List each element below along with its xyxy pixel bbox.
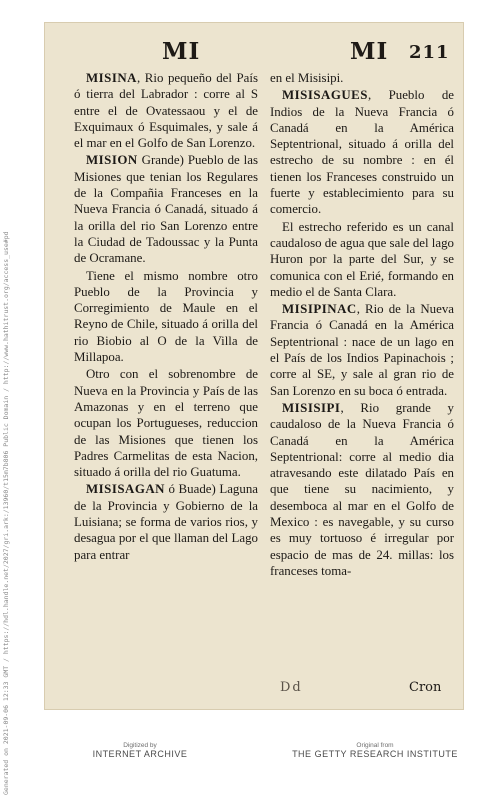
entry-text: ó Buade) Laguna de la Provincia y Gobierno de la Luisiana; se forma de varios rios, y desagua por el que llaman del Lago para entrar [74,482,258,562]
entry-misipinac [270,301,454,399]
header-right-guideword: MI [350,38,389,65]
digitizer-name: INTERNET ARCHIVE [92,749,188,759]
entry-headword: MISISAGAN [86,482,165,497]
right-column [270,70,454,580]
catchword: Cron [409,680,442,695]
digitizer-caption: Digitized by [123,742,157,749]
entry-misisipi [270,400,454,579]
running-header [44,38,464,68]
entry-headword: MISISIPI [282,400,341,415]
entry-mision-grande [74,152,258,266]
entry-text: , Rio grande y caudaloso de la Nueva Francia ó Canadá en la América Septentrional: corre al medio dia atravesando este dilatado País en que tiene su nacimiento, y desemboca al mar en el Golfo de Mexico : es navegable, y su curso es muy tortuoso é irregular por espacio de mas de 24. millas: los franceses toma- [270,400,454,578]
entry-misisagues [270,87,454,217]
signature-mark: Dd [280,680,303,695]
original-source-credit [280,742,470,759]
entry-text: , Pueblo de Indios de la Nueva Francia ó Canadá en la América Septentrional, situado á orilla del estrecho de su nombre : en él tienen los Franceses construido un fuerte y establecimiento para su comercio. [270,88,454,217]
page-number: 211 [409,42,450,63]
entry-headword: MISINA [86,71,137,85]
entry-headword: MISION [86,153,138,168]
entry-misisagan [74,481,258,562]
entry-headword: MISIPINAC [282,302,357,317]
entry-paragraph: El estrecho referido es un canal caudaloso de agua que sale del lago Huron por la parte del Sur, y se comunica con el Erié, formando en medio el de Santa Clara. [270,219,454,299]
source-name: THE GETTY RESEARCH INSTITUTE [292,749,458,759]
entry-paragraph: Tiene el mismo nombre otro Pueblo de la Provincia y Corregimiento de Maule en el Reyno de Chile, situado á orilla del rio Biobio al O de la Villa de Millapoa. [74,268,258,365]
source-caption: Original from [356,742,394,749]
entry-text: , Rio pequeño del País ó tierra del Labrador : corre al S entre el de Ovatessaou y el de Exquimaux ó Esquimales, y sale á el mar en el Golfo de San Lorenzo. [74,71,258,151]
entry-text: Grande) Pueblo de las Misiones que tenian los Regulares de la Compañia Franceses en la Nueva Francia ó Canadá, situado á la orilla del rio San Lorenzo entre la Ciudad de Tadoussac y la Punta de Ocramane. [74,153,258,266]
header-left-guideword: MI [162,38,201,65]
entry-text: , Rio de la Nueva Francia ó Canadá en la América Septentrional : nace de un lago en el País de los Indios Papinachois ; corre al SE, y sale al gran rio de San Lorenzo en su boca ó entrada. [270,302,454,398]
left-column [74,70,258,564]
entry-misina [74,70,258,151]
digitizer-credit [70,742,210,759]
scanned-page [44,22,464,710]
hathitrust-sidebar-stamp: Generated on 2021-09-06 12:33 GMT / https://hdl.handle.net/2027/gri.ark:/13960/t15m7b806 Public Domain / http://www.hathitrust.org/access_use#pd [2,231,10,795]
entry-paragraph: Otro con el sobrenombre de Nueva en la Provincia y País de las Amazonas y en el terreno que ocupan los Portugueses, reduccion de las Misiones que tienen los Padres Carmelitas de esta Nacion, situado á orilla del rio Guatuma. [74,367,258,480]
entry-headword: MISISAGUES [282,88,368,103]
entry-continuation: en el Misisipi. [270,71,344,85]
